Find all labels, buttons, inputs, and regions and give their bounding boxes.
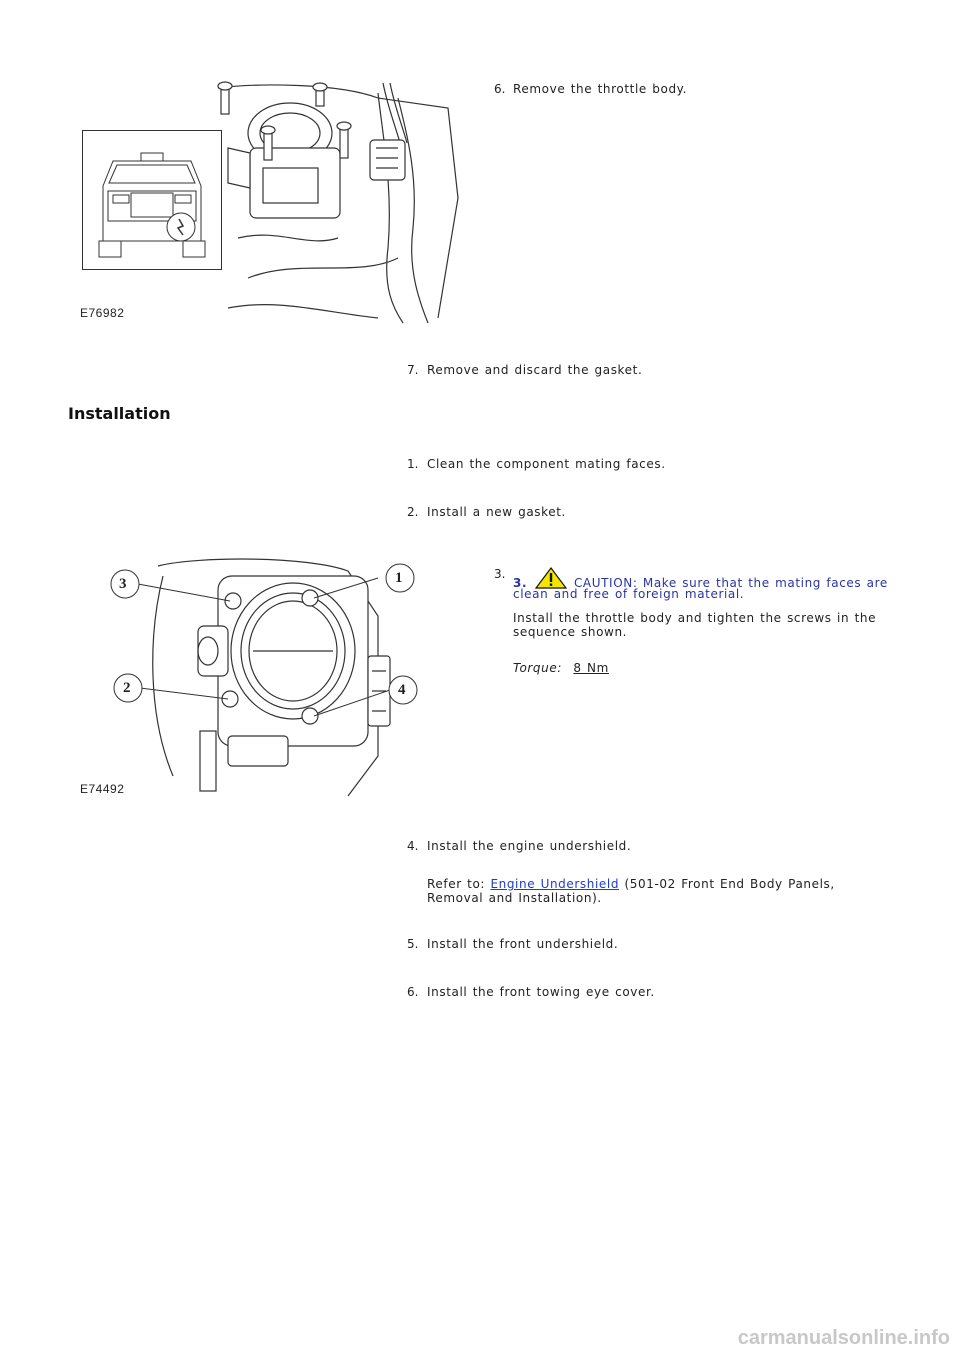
step-number: 1.: [407, 457, 419, 471]
callout-1: 1: [395, 570, 403, 586]
step-number: 6.: [407, 985, 419, 999]
caution-step-number: 3.: [513, 576, 528, 590]
step-number: 5.: [407, 937, 419, 951]
engine-undershield-link[interactable]: Engine Undershield: [490, 877, 620, 891]
torque-spec: [513, 661, 609, 675]
figure-throttle-body-removal: [78, 78, 462, 324]
section-title-installation: Installation: [68, 404, 171, 423]
callout-4: 4: [398, 682, 406, 698]
refer-prefix: Refer to:: [427, 877, 486, 891]
step-number: 4.: [407, 839, 419, 853]
step-text: Install the front undershield.: [427, 937, 619, 951]
step-number: 2.: [407, 505, 419, 519]
step-text: Clean the component mating faces.: [427, 457, 666, 471]
refer-suffix-line2: Removal and Installation).: [427, 891, 602, 905]
step-number: 3.: [494, 567, 506, 581]
refer-suffix: (501-02 Front End Body Panels,: [624, 877, 835, 891]
throttle-body-installation-illustration: [78, 556, 430, 800]
callout-2: 2: [123, 680, 131, 696]
caution-text-line1: CAUTION: Make sure that the mating faces are: [573, 576, 888, 590]
vehicle-front-icon: [83, 131, 221, 269]
step-number: 7.: [407, 363, 419, 377]
torque-value: 8 Nm: [573, 661, 609, 675]
watermark: carmanualsonline.info: [737, 1327, 950, 1349]
step-text-line1: Install the throttle body and tighten the screws in the: [513, 611, 877, 625]
figure-throttle-body-installation: [78, 556, 430, 800]
step-text-line2: sequence shown.: [513, 625, 628, 639]
step-text: Install the front towing eye cover.: [427, 985, 655, 999]
figure-label-e76982: E76982: [80, 306, 125, 320]
step-text: Remove and discard the gasket.: [427, 363, 643, 377]
callout-3: 3: [119, 576, 127, 592]
step-text: Install the engine undershield.: [427, 839, 632, 853]
step-text: Remove the throttle body.: [513, 82, 688, 96]
caution-text-line2: clean and free of foreign material.: [513, 587, 745, 601]
step-number: 6.: [494, 82, 506, 96]
vehicle-locator-inset: [82, 130, 222, 270]
step-text: Install a new gasket.: [427, 505, 566, 519]
refer-to-line: [427, 877, 835, 891]
figure-label-e74492: E74492: [80, 782, 125, 796]
torque-label: Torque:: [513, 661, 562, 675]
